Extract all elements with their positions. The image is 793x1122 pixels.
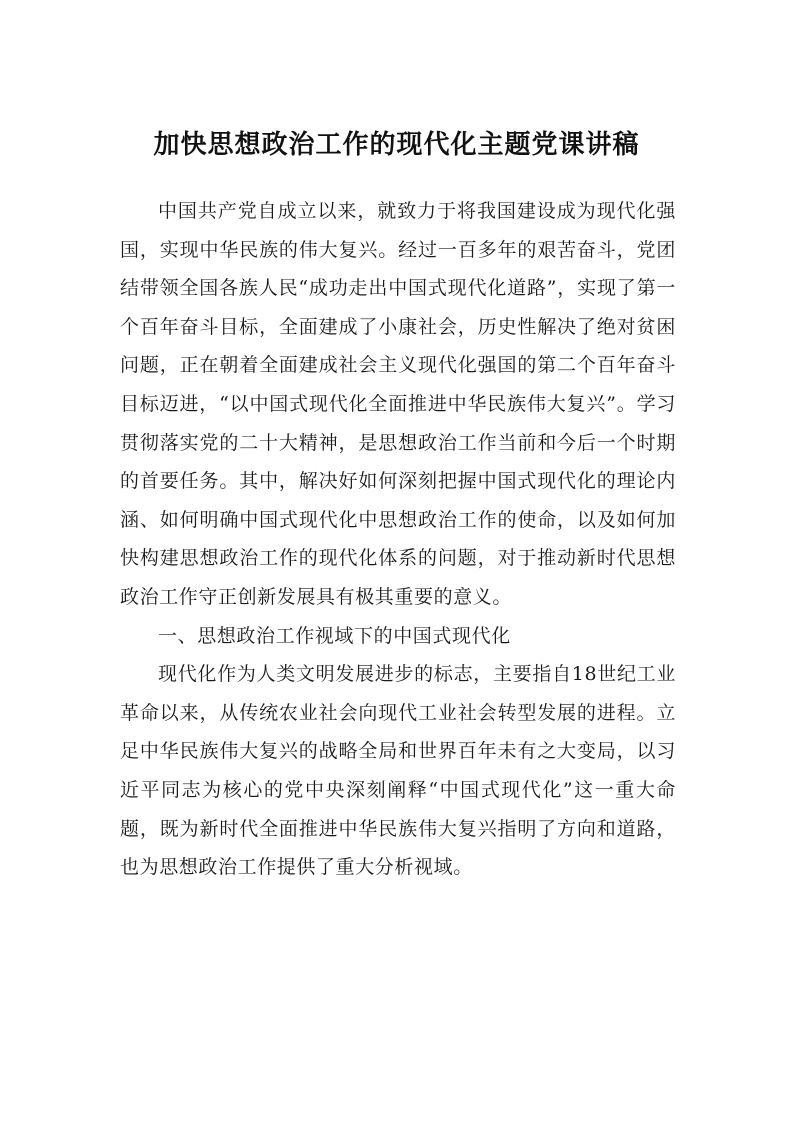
paragraph-intro: 中国共产党自成立以来，就致力于将我国建设成为现代化强国，实现中华民族的伟大复兴。经过一百多年的艰苦奋斗，党团结带领全国各族人民“成功走出中国式现代化道路”，实现了第一个百年奋斗目标，全面建成了小康社会，历史性解决了绝对贫困问题，正在朝着全面建成社会主义现代化强国的第二个百年奋斗目标迈进，“以中国式现代化全面推进中华民族伟大复兴”。学习贯彻落实党的二十大精神，是思想政治工作当前和今后一个时期的首要任务。其中，解决好如何深刻把握中国式现代化的理论内涵、如何明确中国式现代化中思想政治工作的使命，以及如何加快构建思想政治工作的现代化体系的问题，对于推动新时代思想政治工作守正创新发展具有极其重要的意义。: [120, 200, 676, 608]
document-title: 加快思想政治工作的现代化主题党课讲稿: [153, 130, 640, 160]
document-body: [120, 192, 676, 887]
paragraph-modernization: 现代化作为人类文明发展进步的标志，主要指自18世纪工业革命以来，从传统农业社会向现代工业社会转型发展的进程。立足中华民族伟大复兴的战略全局和世界百年未有之大变局，以习近平同志为核心的党中央深刻阐释“中国式现代化”这一重大命题，既为新时代全面推进中华民族伟大复兴指明了方向和道路，也为思想政治工作提供了重大分析视域。: [120, 663, 676, 879]
section-heading-1: 一、思想政治工作视域下的中国式现代化: [158, 624, 511, 647]
